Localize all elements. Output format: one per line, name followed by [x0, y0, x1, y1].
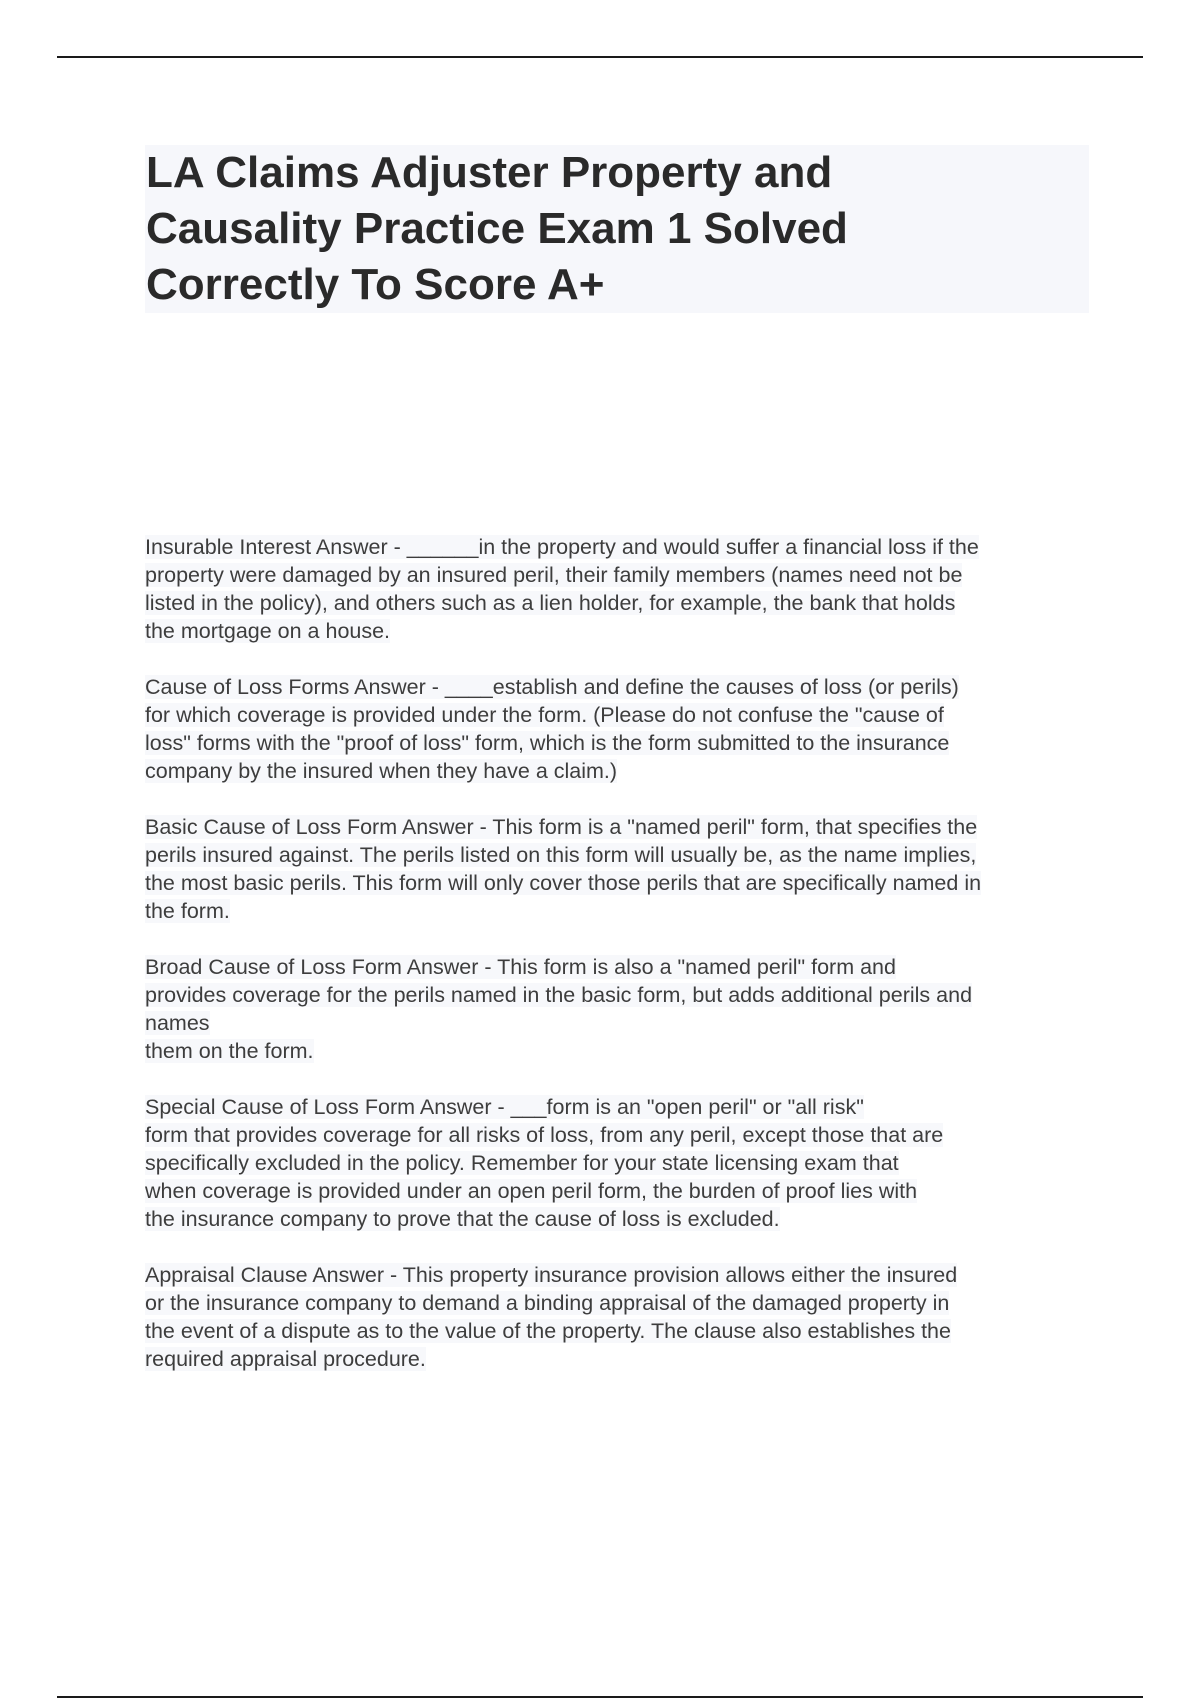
text-line: provides coverage for the perils named in the basic form, but adds additional perils and	[145, 983, 973, 1007]
text-line: Appraisal Clause Answer - This property insurance provision allows either the insured	[145, 1263, 958, 1287]
qa-entry-broad-cause-of-loss	[145, 953, 1095, 1065]
text-line: Cause of Loss Forms Answer - ____establish and define the causes of loss (or perils)	[145, 675, 959, 699]
text-line: them on the form.	[145, 1039, 314, 1063]
text-line: loss" forms with the "proof of loss" form, which is the form submitted to the insurance	[145, 731, 950, 755]
text-line: Insurable Interest Answer - ______in the property and would suffer a financial loss if the	[145, 535, 979, 559]
text-line: the insurance company to prove that the cause of loss is excluded.	[145, 1207, 780, 1231]
text-line: when coverage is provided under an open peril form, the burden of proof lies with	[145, 1179, 918, 1203]
qa-entry-special-cause-of-loss	[145, 1093, 1095, 1233]
text-line: the form.	[145, 899, 230, 923]
text-line: the event of a dispute as to the value of the property. The clause also establishes the	[145, 1319, 951, 1343]
text-line: company by the insured when they have a claim.)	[145, 759, 618, 783]
text-line: names	[145, 1011, 210, 1035]
text-line: form that provides coverage for all risks of loss, from any peril, except those that are	[145, 1123, 944, 1147]
qa-entry-insurable-interest	[145, 533, 1095, 645]
text-line: Basic Cause of Loss Form Answer - This form is a "named peril" form, that specifies the	[145, 815, 978, 839]
top-rule	[57, 56, 1143, 58]
text-line: required appraisal procedure.	[145, 1347, 426, 1371]
qa-entry-cause-of-loss-forms	[145, 673, 1095, 785]
text-line: the mortgage on a house.	[145, 619, 391, 643]
title-line: Causality Practice Exam 1 Solved	[146, 204, 848, 253]
qa-entry-basic-cause-of-loss	[145, 813, 1095, 925]
text-line: Special Cause of Loss Form Answer - ___form is an "open peril" or "all risk"	[145, 1095, 864, 1119]
document-title	[146, 145, 946, 313]
title-line: Correctly To Score A+	[146, 260, 605, 309]
title-line: LA Claims Adjuster Property and	[146, 148, 833, 197]
text-line: for which coverage is provided under the form. (Please do not confuse the "cause of	[145, 703, 944, 727]
text-line: property were damaged by an insured peril, their family members (names need not be	[145, 563, 963, 587]
text-line: or the insurance company to demand a binding appraisal of the damaged property in	[145, 1291, 950, 1315]
document-body	[145, 533, 1095, 1401]
text-line: perils insured against. The perils listed on this form will usually be, as the name implies,	[145, 843, 977, 867]
text-line: the most basic perils. This form will only cover those perils that are specifically named in	[145, 871, 982, 895]
bottom-rule	[57, 1696, 1143, 1698]
text-line: Broad Cause of Loss Form Answer - This form is also a "named peril" form and	[145, 955, 896, 979]
qa-entry-appraisal-clause	[145, 1261, 1095, 1373]
text-line: specifically excluded in the policy. Remember for your state licensing exam that	[145, 1151, 899, 1175]
text-line: listed in the policy), and others such as a lien holder, for example, the bank that holds	[145, 591, 956, 615]
